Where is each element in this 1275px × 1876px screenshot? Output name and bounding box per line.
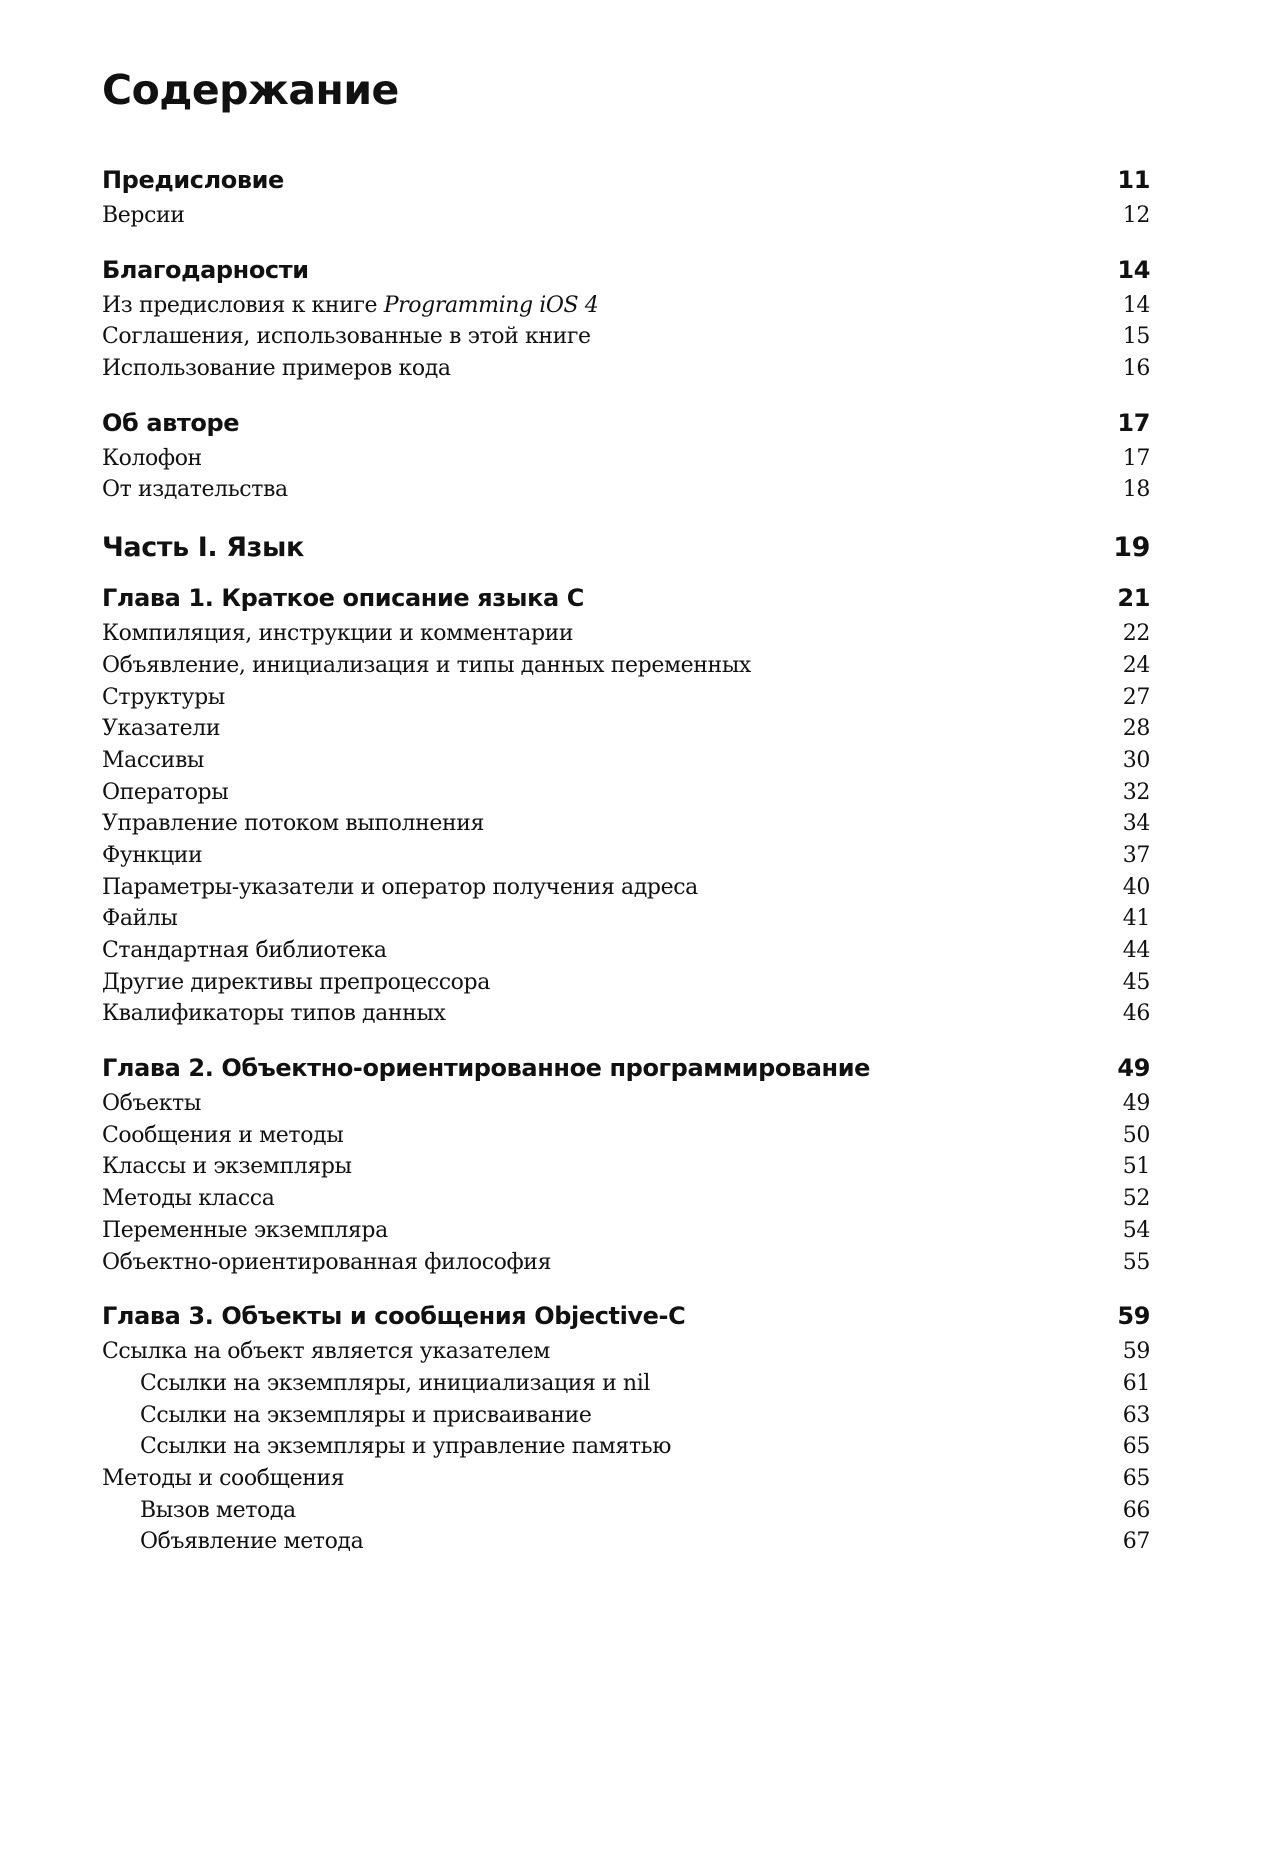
toc-entry bbox=[102, 808, 1150, 840]
entry-title-text: Объявление метода bbox=[140, 1529, 364, 1555]
page-number: 15 bbox=[1122, 324, 1150, 350]
entry-title bbox=[102, 1247, 551, 1279]
entry-title bbox=[102, 713, 220, 745]
toc-subentry bbox=[102, 1495, 1150, 1527]
entry-title bbox=[102, 290, 598, 322]
heading-title: Глава 1. Краткое описание языка C bbox=[102, 584, 584, 613]
section-heading bbox=[102, 250, 1150, 290]
entry-title bbox=[102, 1400, 592, 1432]
toc-entry bbox=[102, 650, 1150, 682]
page-number: 37 bbox=[1122, 842, 1150, 868]
toc-entry bbox=[102, 200, 1150, 232]
heading-title: Благодарности bbox=[102, 255, 309, 284]
entry-title-text: Стандартная библиотека bbox=[102, 938, 387, 963]
page-number: 12 bbox=[1122, 203, 1150, 228]
entry-title bbox=[102, 1088, 201, 1120]
page-number: 11 bbox=[1117, 166, 1150, 194]
entry-title bbox=[102, 840, 202, 872]
entry-title-text: Методы класса bbox=[102, 1186, 275, 1212]
toc-section bbox=[102, 250, 1150, 385]
page-number: 63 bbox=[1122, 1402, 1150, 1428]
entry-title bbox=[102, 903, 178, 935]
page-number: 46 bbox=[1122, 1001, 1150, 1027]
toc-entry bbox=[102, 443, 1150, 475]
entry-title bbox=[102, 650, 751, 682]
toc-section bbox=[102, 1048, 1150, 1278]
page-number: 54 bbox=[1122, 1217, 1150, 1243]
entry-title-text: Ссылки на экземпляры и управление памятью bbox=[140, 1434, 671, 1460]
toc-entry bbox=[102, 1247, 1150, 1279]
page-number: 19 bbox=[1113, 532, 1150, 564]
entry-title bbox=[102, 1183, 274, 1215]
entry-title-text: Соглашения, использованные в этой книге bbox=[102, 324, 591, 350]
toc-entry bbox=[102, 321, 1150, 353]
entry-title-text: Использование примеров кода bbox=[102, 356, 451, 382]
entry-title-text: Массивы bbox=[102, 747, 205, 773]
page-number: 61 bbox=[1122, 1370, 1150, 1396]
entry-title bbox=[102, 967, 490, 999]
entry-title-text: Объявление, инициализация и типы данных переменных bbox=[102, 652, 751, 678]
toc-entry bbox=[102, 840, 1150, 872]
entry-title bbox=[102, 998, 446, 1030]
table-of-contents bbox=[102, 160, 1150, 1576]
entry-title-text: Версии bbox=[102, 203, 185, 228]
page-number: 59 bbox=[1122, 1339, 1150, 1365]
page-number: 66 bbox=[1122, 1497, 1150, 1523]
entry-title-italic: Programming iOS 4 bbox=[383, 292, 599, 318]
page-number: 49 bbox=[1122, 1091, 1150, 1117]
page-number: 17 bbox=[1122, 445, 1150, 471]
page-number: 40 bbox=[1122, 874, 1150, 900]
entry-title bbox=[102, 872, 698, 904]
page-number: 24 bbox=[1122, 652, 1150, 678]
entry-title bbox=[102, 1368, 650, 1400]
page-number: 41 bbox=[1122, 906, 1150, 932]
toc-subentry bbox=[102, 1526, 1150, 1558]
page-number: 14 bbox=[1122, 292, 1150, 318]
page-number: 28 bbox=[1122, 716, 1150, 742]
toc-entry bbox=[102, 682, 1150, 714]
section-heading bbox=[102, 403, 1150, 443]
part-heading bbox=[102, 526, 1150, 570]
toc-entry bbox=[102, 903, 1150, 935]
entry-title-text: Другие директивы препроцессора bbox=[102, 969, 490, 995]
toc-subentry bbox=[102, 1368, 1150, 1400]
entry-title-text: Структуры bbox=[102, 684, 225, 710]
entry-title bbox=[102, 745, 204, 777]
entry-title bbox=[102, 1120, 343, 1152]
toc-entry bbox=[102, 935, 1150, 967]
toc-entry bbox=[102, 1215, 1150, 1247]
entry-title bbox=[102, 353, 451, 385]
toc-section bbox=[102, 578, 1150, 1030]
entry-title bbox=[102, 474, 288, 506]
toc-entry bbox=[102, 618, 1150, 650]
toc-section bbox=[102, 403, 1150, 506]
toc-entry bbox=[102, 745, 1150, 777]
page-number: 52 bbox=[1122, 1186, 1150, 1212]
page-number: 65 bbox=[1122, 1434, 1150, 1460]
entry-title-text: Переменные экземпляра bbox=[102, 1217, 388, 1243]
section-heading bbox=[102, 1296, 1150, 1336]
toc-entry bbox=[102, 967, 1150, 999]
toc-entry bbox=[102, 872, 1150, 904]
toc-part bbox=[102, 526, 1150, 570]
page-number: 18 bbox=[1122, 477, 1150, 503]
entry-title bbox=[102, 443, 202, 475]
heading-title: Глава 3. Объекты и сообщения Objective-C bbox=[102, 1302, 686, 1331]
toc-entry bbox=[102, 1088, 1150, 1120]
entry-title-text: Классы и экземпляры bbox=[102, 1154, 352, 1180]
entry-title bbox=[102, 1463, 344, 1495]
toc-entry bbox=[102, 713, 1150, 745]
page-number: 44 bbox=[1122, 938, 1150, 963]
entry-title bbox=[102, 618, 573, 650]
entry-title bbox=[102, 777, 228, 809]
entry-title bbox=[102, 200, 185, 232]
toc-entry bbox=[102, 777, 1150, 809]
heading-title: Часть I. Язык bbox=[102, 532, 304, 564]
page-number: 21 bbox=[1117, 584, 1150, 613]
entry-title-text: Указатели bbox=[102, 716, 221, 742]
page-number: 34 bbox=[1122, 811, 1150, 837]
entry-title bbox=[102, 1336, 550, 1368]
entry-title bbox=[102, 1526, 363, 1558]
entry-title-text: Ссылки на экземпляры, инициализация и nil bbox=[140, 1370, 650, 1396]
toc-entry bbox=[102, 1151, 1150, 1183]
toc-entry bbox=[102, 1183, 1150, 1215]
page-number: 30 bbox=[1122, 747, 1150, 773]
entry-title-text: Вызов метода bbox=[140, 1497, 296, 1523]
page-number: 55 bbox=[1122, 1249, 1150, 1275]
entry-title-text: Методы и сообщения bbox=[102, 1465, 345, 1491]
entry-title-text: Объектно-ориентированная философия bbox=[102, 1249, 552, 1275]
entry-title-text: Управление потоком выполнения bbox=[102, 811, 484, 837]
page-title: Содержание bbox=[102, 66, 399, 114]
entry-title-text: Сообщения и методы bbox=[102, 1122, 344, 1148]
page-number: 14 bbox=[1117, 255, 1150, 284]
entry-title-text: Операторы bbox=[102, 779, 229, 805]
entry-title bbox=[102, 682, 225, 714]
entry-title bbox=[102, 321, 591, 353]
section-heading bbox=[102, 1048, 1150, 1088]
page-number: 17 bbox=[1117, 408, 1150, 437]
page-number: 22 bbox=[1122, 621, 1150, 647]
entry-title bbox=[102, 1151, 352, 1183]
heading-title: Об авторе bbox=[102, 408, 240, 437]
entry-title-text: От издательства bbox=[102, 477, 288, 503]
toc-subentry bbox=[102, 1431, 1150, 1463]
page-number: 50 bbox=[1122, 1122, 1150, 1148]
toc-entry bbox=[102, 1120, 1150, 1152]
toc-entry bbox=[102, 1463, 1150, 1495]
entry-title-text: Параметры-указатели и оператор получения адреса bbox=[102, 874, 698, 900]
entry-title-text: Колофон bbox=[102, 445, 202, 471]
toc-entry bbox=[102, 998, 1150, 1030]
entry-title bbox=[102, 1495, 296, 1527]
toc-subentry bbox=[102, 1400, 1150, 1432]
toc-entry bbox=[102, 474, 1150, 506]
entry-title-text: Из предисловия к книге bbox=[102, 292, 384, 318]
entry-title-text: Файлы bbox=[102, 906, 178, 932]
heading-title: Предисловие bbox=[102, 166, 284, 194]
toc-entry bbox=[102, 1336, 1150, 1368]
toc-entry bbox=[102, 290, 1150, 322]
section-heading bbox=[102, 160, 1150, 200]
page-number: 59 bbox=[1117, 1302, 1150, 1331]
toc-entry bbox=[102, 353, 1150, 385]
heading-title: Глава 2. Объектно-ориентированное программирование bbox=[102, 1054, 871, 1083]
entry-title-text: Объекты bbox=[102, 1091, 201, 1117]
entry-title bbox=[102, 808, 484, 840]
entry-title-text: Ссылка на объект является указателем bbox=[102, 1339, 551, 1365]
entry-title bbox=[102, 1215, 388, 1247]
toc-section bbox=[102, 1296, 1150, 1558]
page-number: 16 bbox=[1122, 356, 1150, 382]
page-number: 51 bbox=[1122, 1154, 1150, 1180]
entry-title bbox=[102, 935, 387, 967]
entry-title-text: Ссылки на экземпляры и присваивание bbox=[140, 1402, 592, 1428]
section-heading bbox=[102, 578, 1150, 618]
page-number: 45 bbox=[1122, 969, 1150, 995]
page-number: 65 bbox=[1122, 1465, 1150, 1491]
entry-title bbox=[102, 1431, 671, 1463]
page-number: 27 bbox=[1122, 684, 1150, 710]
toc-section bbox=[102, 160, 1150, 232]
page-number: 67 bbox=[1122, 1529, 1150, 1555]
entry-title-text: Функции bbox=[102, 842, 203, 868]
page-number: 32 bbox=[1122, 779, 1150, 805]
page-number: 49 bbox=[1117, 1054, 1150, 1083]
entry-title-text: Компиляция, инструкции и комментарии bbox=[102, 621, 574, 647]
entry-title-text: Квалификаторы типов данных bbox=[102, 1001, 446, 1027]
